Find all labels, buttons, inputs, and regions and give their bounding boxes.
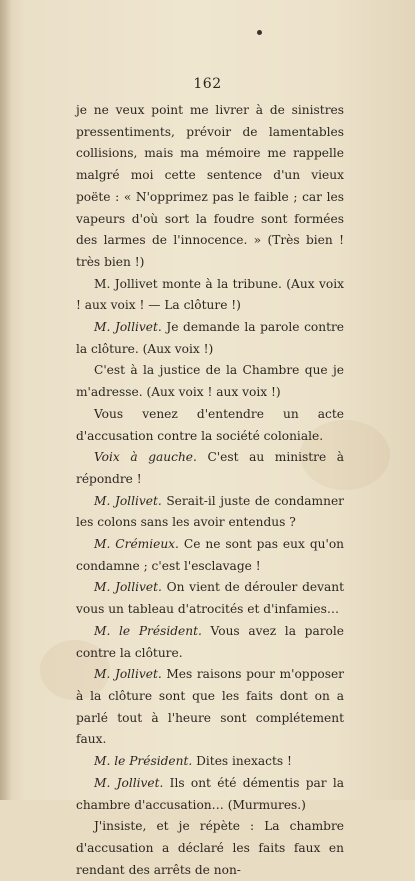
paragraph-speaker: M. Crémieux. bbox=[94, 537, 179, 552]
spine-shadow bbox=[0, 0, 12, 800]
paragraph bbox=[76, 621, 344, 664]
paragraph bbox=[76, 274, 344, 317]
paragraph bbox=[76, 577, 344, 620]
paragraph-text: J'insiste, et je répète : La chambre d'accusation a déclaré les faits faux en rendant des arrêts de non- bbox=[76, 819, 344, 877]
paragraph-text: M. Jollivet monte à la tribune. (Aux voix ! aux voix ! — La clôture !) bbox=[76, 276, 344, 313]
paragraph-speaker: M. le Président. bbox=[94, 754, 193, 769]
paragraph-text: Vous venez d'entendre un acte d'accusation contre la société coloniale. bbox=[76, 406, 344, 443]
paragraph-text: Ce ne sont pas eux qu'on condamne ; c'est l'esclavage ! bbox=[76, 537, 345, 573]
paragraph-speaker: M. Jollivet. bbox=[94, 493, 162, 508]
paragraph bbox=[76, 100, 344, 274]
printer-mark bbox=[257, 30, 262, 35]
paragraph bbox=[76, 751, 344, 773]
paragraph-text: C'est à la justice de la Chambre que je m'adresse. (Aux voix ! aux voix !) bbox=[76, 363, 344, 400]
paragraph-speaker: M. Jollivet. bbox=[94, 580, 162, 595]
body-text bbox=[76, 100, 344, 881]
paragraph bbox=[76, 360, 344, 403]
paragraph bbox=[76, 491, 344, 534]
paragraph bbox=[76, 534, 344, 577]
page-number: 162 bbox=[193, 76, 222, 92]
paragraph-text: Mes raisons pour m'opposer à la clôture sont que les faits dont on a parlé tout à l'heure sont complétement faux. bbox=[76, 667, 345, 747]
paragraph bbox=[76, 447, 344, 490]
paragraph-speaker: M. Jollivet. bbox=[94, 320, 162, 335]
paragraph-speaker: M. Jollivet. bbox=[94, 667, 162, 682]
paragraph-text: Je demande la parole contre la clôture. (Aux voix !) bbox=[76, 320, 345, 356]
paragraph-speaker: M. Jollivet. bbox=[94, 775, 164, 790]
paragraph bbox=[76, 317, 344, 360]
paragraph bbox=[76, 404, 344, 447]
paragraph-text: C'est au ministre à répondre ! bbox=[76, 450, 345, 486]
paragraph-speaker: Voix à gauche. bbox=[94, 450, 197, 465]
paragraph bbox=[76, 816, 344, 881]
paragraph-text: Vous avez la parole contre la clôture. bbox=[76, 623, 344, 660]
paragraph-text: Ils ont été démentis par la chambre d'accusation… (Murmures.) bbox=[76, 775, 344, 812]
paragraph-speaker: M. le Président. bbox=[94, 623, 202, 638]
paragraph bbox=[76, 664, 344, 751]
paragraph-text: Dites inexacts ! bbox=[196, 754, 292, 769]
paragraph-text: Serait-il juste de condamner les colons sans les avoir entendus ? bbox=[76, 493, 344, 530]
paragraph bbox=[76, 773, 344, 816]
paragraph-text: je ne veux point me livrer à de sinistres pressentiments, prévoir de lamentables collisions, mais ma mémoire me rappelle malgré moi cette sentence d'un vieux poëte : « N'opprimez pas le faible ; car les vapeurs d'où sort la foudre sont formées des larmes de l'innocence. » (Très bien ! très bien !) bbox=[76, 103, 344, 269]
paragraph-text: On vient de dérouler devant vous un tableau d'atrocités et d'infamies… bbox=[76, 580, 344, 617]
